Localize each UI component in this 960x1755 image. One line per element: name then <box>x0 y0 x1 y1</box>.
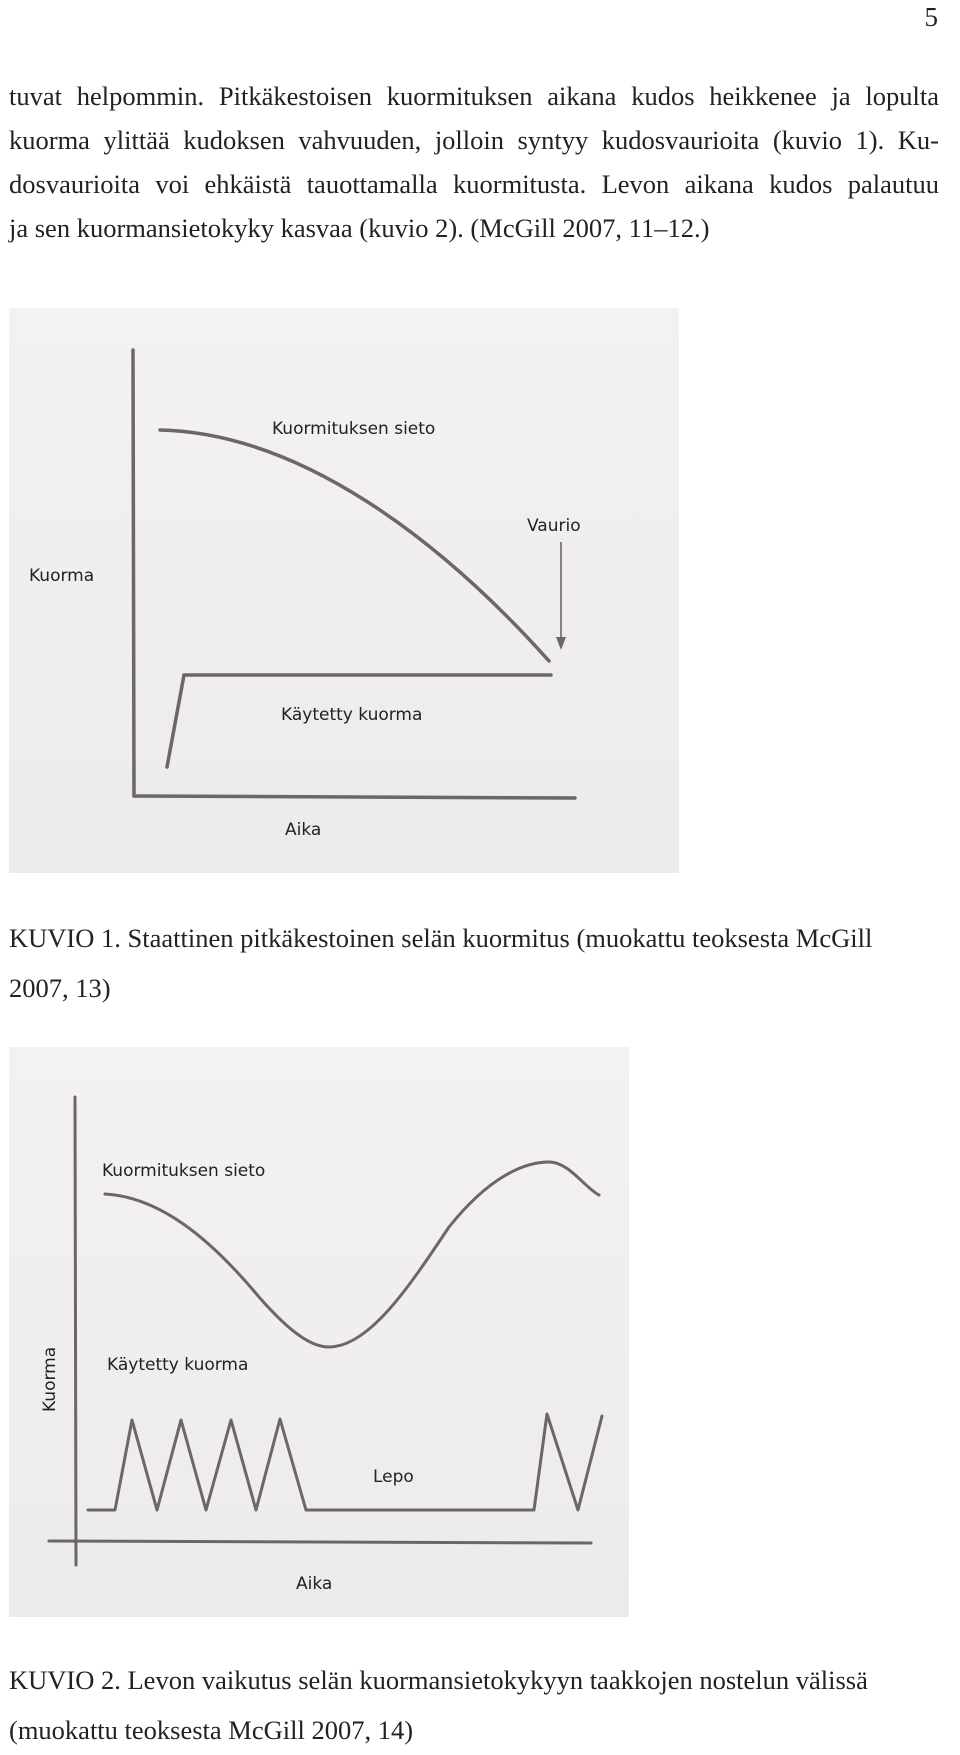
y-axis-label: Kuorma <box>29 566 95 586</box>
body-line: dosvaurioita voi ehkäistä tauottamalla kuormitusta. Levon aikana kudos palautuu <box>9 169 939 199</box>
x-axis-label: Aika <box>285 820 322 840</box>
body-line: kuorma ylittää kudoksen vahvuuden, jolloin syntyy kudosvaurioita (kuvio 1). Ku- <box>9 125 939 155</box>
damage-arrow <box>556 542 566 650</box>
x-axis-line <box>49 1541 591 1543</box>
body-line: tuvat helpommin. Pitkäkestoisen kuormituksen aikana kudos heikkenee ja lopulta <box>9 81 939 111</box>
damage-label: Vaurio <box>527 516 581 536</box>
tolerance-label: Kuormituksen sieto <box>272 419 436 439</box>
x-axis-label: Aika <box>296 1574 333 1594</box>
applied-load-label: Käytetty kuorma <box>107 1355 249 1375</box>
figure-2-caption <box>9 1655 944 1755</box>
rest-label: Lepo <box>373 1467 414 1487</box>
applied-load-label: Käytetty kuorma <box>281 705 423 725</box>
body-paragraph <box>9 74 939 250</box>
y-axis-line <box>133 350 134 796</box>
page-number: 5 <box>924 2 938 32</box>
caption-line: KUVIO 1. Staattinen pitkäkestoinen selän kuormitus (muokattu teoksesta McGill <box>9 923 873 953</box>
y-axis-line <box>75 1097 76 1565</box>
body-line: ja sen kuormansietokyky kasvaa (kuvio 2). (McGill 2007, 11–12.) <box>9 213 710 243</box>
figure-2-diagram <box>9 1047 629 1617</box>
caption-line: (muokattu teoksesta McGill 2007, 14) <box>9 1715 414 1745</box>
figure-1-diagram <box>9 308 679 873</box>
figure-1-caption <box>9 913 944 1013</box>
tolerance-curve <box>160 430 549 661</box>
figure-2-image <box>9 1047 629 1617</box>
applied-load-line <box>88 1414 602 1510</box>
tolerance-curve <box>105 1162 599 1347</box>
tolerance-label: Kuormituksen sieto <box>102 1161 266 1181</box>
figure-1-image <box>9 308 679 873</box>
caption-line: 2007, 13) <box>9 973 111 1003</box>
caption-line: KUVIO 2. Levon vaikutus selän kuormansietokykyyn taakkojen nostelun välissä <box>9 1665 868 1695</box>
y-axis-label: Kuorma <box>40 1346 60 1412</box>
x-axis-line <box>134 796 575 798</box>
